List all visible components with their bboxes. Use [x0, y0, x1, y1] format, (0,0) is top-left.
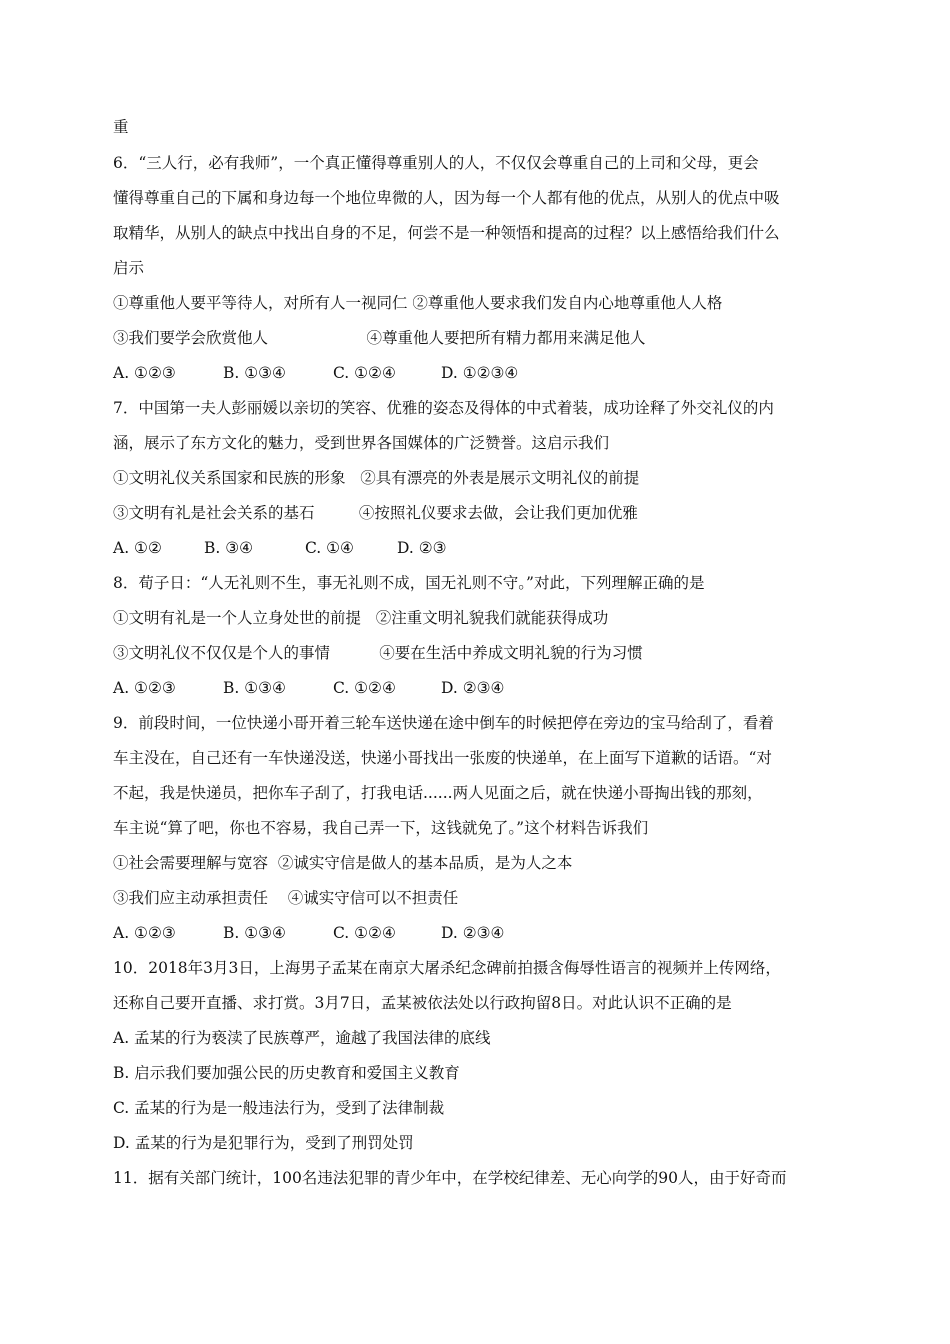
text-line: 取精华，从别人的缺点中找出自身的不足，何尝不是一种领悟和提高的过程？以上感悟给我们什么: [113, 224, 780, 242]
option-d: D. 孟某的行为是犯罪行为，受到了刑罚处罚: [113, 1134, 414, 1152]
question-11-stem: 11．据有关部门统计，100名违法犯罪的青少年中，在学校纪律差、无心向学的90人，由于好奇而: [113, 1169, 787, 1187]
option-a: A. ①②③: [113, 679, 176, 697]
statement-line: ①文明有礼是一个人立身处世的前提 ②注重文明礼貌我们就能获得成功: [113, 609, 609, 627]
option-a: A. ①②: [113, 539, 162, 557]
statement-line: ③文明有礼是社会关系的基石 ④按照礼仪要求去做，会让我们更加优雅: [113, 504, 638, 522]
question-7-options: [113, 538, 447, 558]
text-line: 不起，我是快递员，把你车子刮了，打我电话......两人见面之后，就在快递小哥掏出钱的那刻，: [113, 784, 763, 802]
text-line: 重: [113, 118, 129, 136]
option-b: B. ①③④: [223, 924, 286, 942]
option-b: B. ①③④: [223, 364, 286, 382]
question-9-stem: 9．前段时间，一位快递小哥开着三轮车送快递在途中倒车的时候把停在旁边的宝马给刮了，看着: [113, 714, 774, 732]
option-a: A. 孟某的行为亵渎了民族尊严，逾越了我国法律的底线: [113, 1029, 491, 1047]
option-b: B. ①③④: [223, 679, 286, 697]
text-line: 启示: [113, 259, 145, 277]
text-line: 涵，展示了东方文化的魅力，受到世界各国媒体的广泛赞誉。这启示我们: [113, 434, 610, 452]
option-a: A. ①②③: [113, 924, 176, 942]
statement-line: ①社会需要理解与宽容 ②诚实守信是做人的基本品质，是为人之本: [113, 854, 573, 872]
question-8-options: [113, 678, 504, 698]
statement-line: ①文明礼仪关系国家和民族的形象 ②具有漂亮的外表是展示文明礼仪的前提: [113, 469, 640, 487]
question-6-options: [113, 363, 518, 383]
statement-line: ③我们应主动承担责任 ④诚实守信可以不担责任: [113, 889, 459, 907]
option-d: D. ②③: [397, 539, 447, 557]
statement-line: ③文明礼仪不仅仅是个人的事情 ④要在生活中养成文明礼貌的行为习惯: [113, 644, 643, 662]
option-a: A. ①②③: [113, 364, 176, 382]
option-c: C. ①②④: [333, 364, 396, 382]
option-c: C. ①②④: [333, 924, 396, 942]
option-c: C. ①④: [305, 539, 354, 557]
question-6-stem: 6．“三人行，必有我师”，一个真正懂得尊重别人的人，不仅仅会尊重自己的上司和父母，更会: [113, 154, 759, 172]
option-d: D. ②③④: [441, 924, 505, 942]
option-c: C. 孟某的行为是一般违法行为，受到了法律制裁: [113, 1099, 445, 1117]
question-7-stem: 7．中国第一夫人彭丽媛以亲切的笑容、优雅的姿态及得体的中式着装，成功诠释了外交礼仪的内: [113, 399, 774, 417]
option-d: D. ②③④: [441, 679, 505, 697]
text-line: 车主说“算了吧，你也不容易，我自己弄一下，这钱就免了。”这个材料告诉我们: [113, 819, 649, 837]
statement-line: ①尊重他人要平等待人，对所有人一视同仁 ②尊重他人要求我们发自内心地尊重他人人格: [113, 294, 723, 312]
option-d: D. ①②③④: [441, 364, 519, 382]
question-8-stem: 8．荀子日：“人无礼则不生，事无礼则不成，国无礼则不守。”对此，下列理解正确的是: [113, 574, 705, 592]
option-b: B. ③④: [204, 539, 254, 557]
text-line: 车主没在，自己还有一车快递没送，快递小哥找出一张废的快递单，在上面写下道歉的话语。“对: [113, 749, 772, 767]
question-9-options: [113, 923, 504, 943]
statement-line: ③我们要学会欣赏他人 ④尊重他人要把所有精力都用来满足他人: [113, 329, 646, 347]
option-b: B. 启示我们要加强公民的历史教育和爱国主义教育: [113, 1064, 460, 1082]
text-line: 还称自己要开直播、求打赏。3月7日，孟某被依法处以行政拘留8日。对此认识不正确的是: [113, 994, 732, 1012]
text-line: 懂得尊重自己的下属和身边每一个地位卑微的人，因为每一个人都有他的优点，从别人的优点中吸: [113, 189, 780, 207]
option-c: C. ①②④: [333, 679, 396, 697]
question-10-stem: 10．2018年3月3日，上海男子孟某在南京大屠杀纪念碑前拍摄含侮辱性语言的视频并上传网络，: [113, 959, 781, 977]
